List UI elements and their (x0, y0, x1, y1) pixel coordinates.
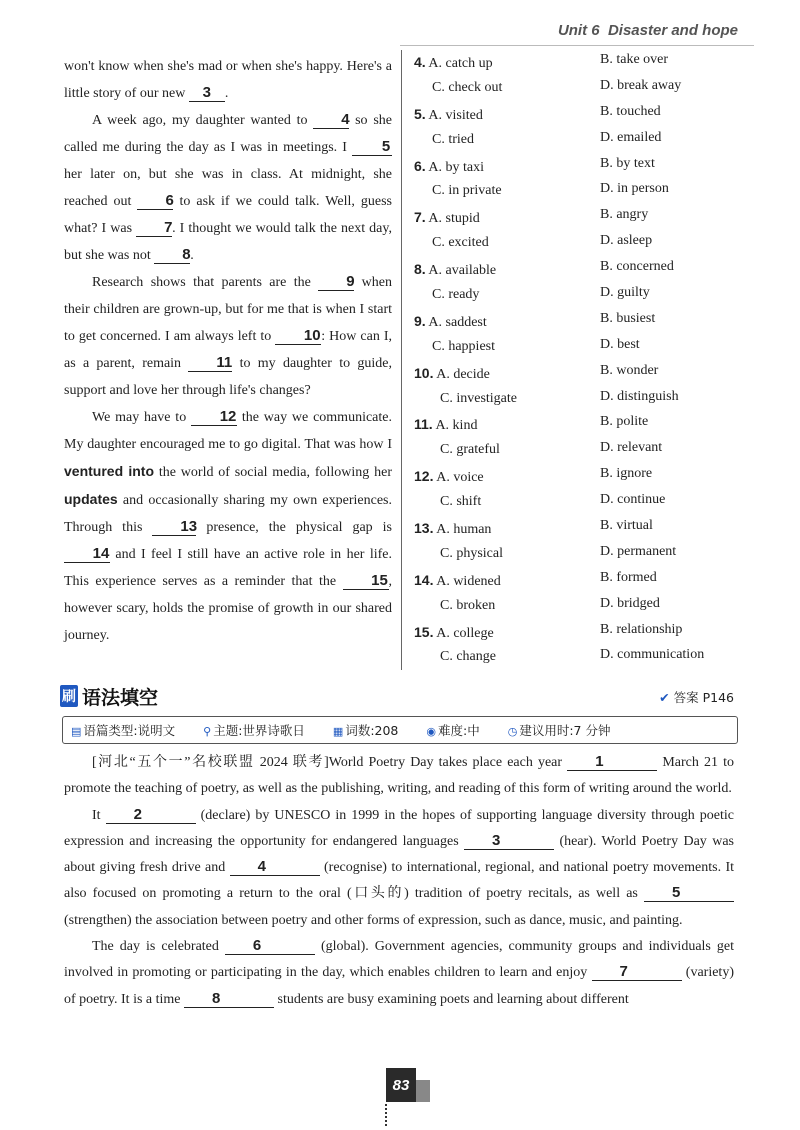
blank-8[interactable]: 8 (154, 247, 190, 264)
option-a[interactable]: A. kind (435, 418, 478, 434)
option-row (414, 516, 744, 542)
option-d[interactable]: D. bridged (600, 595, 660, 611)
option-row (414, 309, 744, 335)
grammar-paragraph-1: [河北“五个一”名校联盟 2024 联考]World Poetry Day takes place each year 1 March 21 to promote the teaching of poetry, as well as the publishing, writing, and reading of this form of writing around the world. (64, 753, 734, 797)
option-a[interactable]: A. stupid (428, 211, 480, 227)
option-row (414, 283, 744, 309)
blank-5[interactable]: 5 (352, 139, 392, 156)
option-c[interactable]: C. tried (432, 131, 474, 147)
passage-paragraph-4: We may have to 12 the way we communicate. My daughter encouraged me to go digital. That was how I ventured into the world of social media, following her updates and occasionally sharing my own experiences. Through this 13 presence, the physical gap is 14 and I feel I still have an active role in her life. This experience serves as a reminder that the 15, however scary, holds the promise of growth in our shared journey. (64, 408, 393, 643)
grammar-paragraph-2: It 2 (declare) by UNESCO in 1999 in the hopes of supporting language diversity through poetic expression and increasing the opportunity for endangered languages 3 (hear). World Poetry Day was about giving fresh drive and 4 (recognise) to international, regional, and national poetry movements. It also focused on promoting a return to the oral (口头的) tradition of poetry recitals, as well as 5 (strengthen) the association between poetry and other forms of expression, such as dance, music, and painting. (64, 805, 734, 928)
grammar-blank-5[interactable]: 5 (644, 885, 734, 902)
option-row (414, 335, 744, 361)
question-number: 4. (414, 54, 426, 70)
option-row (414, 542, 744, 568)
option-a[interactable]: A. college (436, 625, 494, 641)
grammar-blank-8[interactable]: 8 (184, 991, 274, 1008)
option-row (414, 387, 744, 413)
blank-12[interactable]: 12 (191, 409, 237, 426)
clock-icon: ◷ (507, 725, 518, 738)
option-b[interactable]: B. wonder (600, 362, 659, 378)
option-row (414, 102, 744, 128)
option-c[interactable]: C. shift (440, 494, 482, 510)
cloze-passage (64, 53, 392, 649)
grammar-blank-2[interactable]: 2 (106, 807, 196, 824)
question-number: 14. (414, 571, 434, 588)
grammar-paragraph-3: The day is celebrated 6 (global). Government agencies, community groups and individuals get involved in promoting or participating in the day, which enables children to learn and enjoy 7 (variety) of poetry. It is a time 8 students are busy examining poets and learning about different (64, 937, 734, 1007)
option-row (414, 76, 744, 102)
option-c[interactable]: C. happiest (432, 338, 495, 354)
grammar-blank-6[interactable]: 6 (225, 938, 315, 955)
option-d[interactable]: D. guilty (600, 285, 650, 301)
option-a[interactable]: A. widened (436, 573, 501, 589)
option-a[interactable]: A. voice (436, 470, 484, 486)
option-row (414, 438, 744, 464)
difficulty-icon: ◉ (426, 725, 436, 738)
question-number: 12. (414, 468, 434, 485)
info-difficulty: ◉ 难度:中 (426, 723, 480, 738)
unit-title: Disaster and hope (607, 22, 738, 39)
blank-13[interactable]: 13 (152, 519, 196, 536)
option-row (414, 154, 744, 180)
option-c[interactable]: C. change (440, 649, 496, 665)
option-a[interactable]: A. human (436, 522, 492, 538)
option-row (414, 568, 744, 594)
option-c[interactable]: C. broken (440, 597, 496, 613)
passage-paragraph-1: won't know when she's mad or when she's happy. Here's a little story of our new 3 . (64, 59, 392, 101)
option-row (414, 490, 744, 516)
grammar-blank-4[interactable]: 4 (230, 859, 320, 876)
option-row (414, 594, 744, 620)
word-count-icon: ▦ (332, 725, 344, 738)
option-c[interactable]: C. excited (432, 235, 489, 251)
option-a[interactable]: A. available (428, 263, 497, 279)
option-a[interactable]: A. decide (436, 366, 490, 382)
info-words: ▦ 词数:208 (332, 723, 399, 738)
option-row (414, 464, 744, 490)
question-number: 8. (414, 261, 426, 278)
page-edge-dots (385, 1104, 389, 1126)
option-row (414, 50, 744, 76)
document-icon: ▤ (71, 725, 82, 738)
section-heading: 语法填空 (82, 686, 159, 709)
blank-7[interactable]: 7 (136, 220, 172, 237)
info-type: ▤ 语篇类型:说明文 (71, 723, 176, 738)
option-d[interactable]: D. break away (600, 77, 682, 93)
option-row (414, 645, 744, 671)
page-number: 83 (386, 1068, 416, 1102)
blank-10[interactable]: 10 (275, 328, 321, 345)
question-number: 11. (414, 416, 433, 433)
question-number: 15. (414, 623, 434, 640)
option-row (414, 205, 744, 231)
blank-6[interactable]: 6 (137, 193, 173, 210)
question-number: 9. (414, 312, 426, 329)
section-title (60, 682, 158, 710)
running-header (558, 22, 738, 39)
option-b[interactable]: B. virtual (600, 518, 653, 534)
option-a[interactable]: A. catch up (428, 56, 493, 71)
option-row (414, 257, 744, 283)
info-time: ◷ 建议用时:7 分钟 (507, 723, 611, 738)
option-b[interactable]: B. busiest (600, 310, 656, 326)
passage-paragraph-2: A week ago, my daughter wanted to 4 so she called me during the day as I was in meetings. I 5 her later on, but she was in class. At midnight, she reached out 6 to ask if we could talk. Well, guess what? I was 7. I thought we would talk the next day, but she was not 8. (64, 111, 392, 263)
question-number: 10. (414, 364, 434, 381)
grammar-blank-1[interactable]: 1 (567, 754, 657, 771)
grammar-blank-7[interactable]: 7 (592, 964, 682, 981)
blank-15[interactable]: 15 (343, 573, 389, 590)
option-c[interactable]: C. grateful (440, 442, 500, 458)
blank-14[interactable]: 14 (64, 546, 110, 563)
option-c[interactable]: C. ready (432, 287, 480, 303)
option-c[interactable]: C. check out (432, 79, 503, 95)
option-c[interactable]: C. physical (440, 545, 503, 561)
option-d[interactable]: D. distinguish (600, 388, 679, 404)
unit-label: Unit 6 (557, 22, 600, 39)
option-b[interactable]: B. formed (600, 569, 657, 585)
page-number-decoration (416, 1080, 430, 1102)
passage-paragraph-3: Research shows that parents are the 9 when their children are grown-up, but for me that is when I start to get concerned. I am always left to 10: How can I, as a parent, remain 11 to my daughter to guide, support and love her through life's changes? (64, 273, 392, 398)
option-d[interactable]: D. relevant (600, 440, 663, 456)
blank-11[interactable]: 11 (188, 355, 232, 372)
option-row (414, 179, 744, 205)
option-b[interactable]: B. angry (600, 207, 649, 223)
option-d[interactable]: D. asleep (600, 233, 653, 249)
option-b[interactable]: B. polite (600, 414, 649, 430)
option-b[interactable]: B. concerned (600, 259, 674, 275)
option-d[interactable]: D. in person (600, 181, 669, 197)
option-b[interactable]: B. by text (600, 155, 655, 171)
info-topic: ⚲ 主题:世界诗歌日 (203, 723, 305, 738)
option-row (414, 128, 744, 154)
option-row (414, 231, 744, 257)
passage-info-bar (62, 716, 738, 744)
brush-practice-icon: 刷 (60, 685, 78, 707)
blank-4[interactable]: 4 (313, 112, 349, 129)
grammar-passage (64, 750, 734, 1013)
option-d[interactable]: D. communication (600, 647, 705, 663)
option-c[interactable]: C. investigate (440, 390, 517, 406)
option-c[interactable]: C. in private (432, 183, 502, 199)
option-b[interactable]: B. take over (600, 52, 669, 67)
grammar-blank-3[interactable]: 3 (464, 833, 554, 850)
question-number: 7. (414, 209, 426, 226)
bold-word-updates: updates (64, 491, 118, 507)
option-b[interactable]: B. relationship (600, 621, 683, 637)
blank-9[interactable]: 9 (318, 274, 354, 291)
option-d[interactable]: D. best (600, 336, 640, 352)
checkmark-icon: ✔ (659, 690, 670, 705)
option-a[interactable]: A. visited (428, 107, 483, 123)
option-row (414, 361, 744, 387)
option-b[interactable]: B. ignore (600, 466, 653, 482)
column-divider (401, 50, 402, 670)
search-icon: ⚲ (203, 725, 212, 738)
option-d[interactable]: D. emailed (600, 129, 662, 145)
question-number: 13. (414, 520, 434, 537)
answer-page: 答案 P146 (673, 690, 734, 705)
option-d[interactable]: D. permanent (600, 543, 677, 559)
answer-reference (659, 688, 734, 706)
question-number: 6. (414, 157, 426, 174)
option-row (414, 620, 744, 646)
question-number: 5. (414, 105, 426, 122)
bold-phrase-ventured: ventured into (64, 463, 155, 479)
option-a[interactable]: A. by taxi (428, 159, 485, 175)
answer-options (414, 50, 744, 671)
option-b[interactable]: B. touched (600, 103, 661, 119)
option-a[interactable]: A. saddest (428, 314, 487, 330)
header-rule (400, 45, 754, 46)
blank-3[interactable]: 3 (189, 85, 225, 102)
option-d[interactable]: D. continue (600, 492, 666, 508)
option-row (414, 412, 744, 438)
